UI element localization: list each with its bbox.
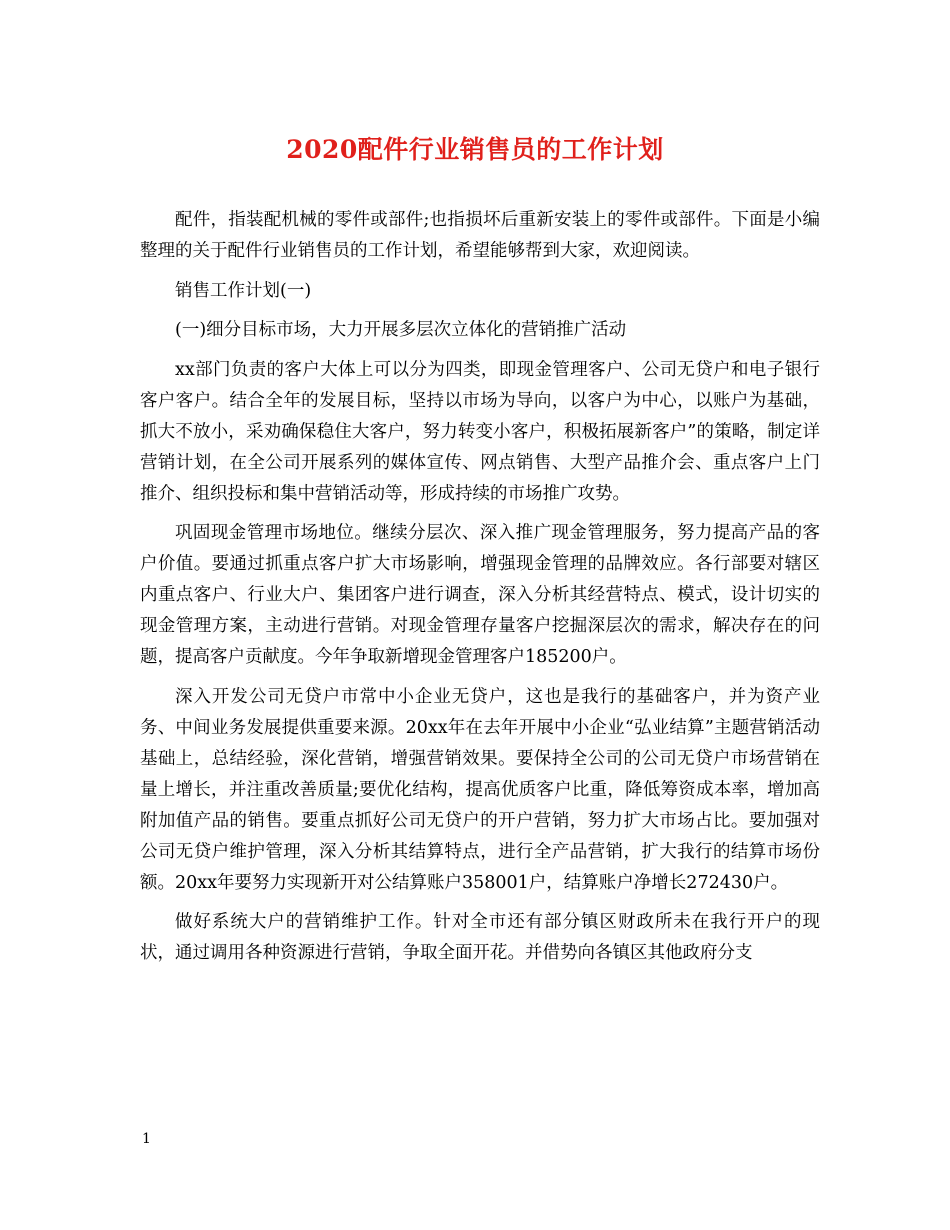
paragraph-subheading: (一)细分目标市场，大力开展多层次立体化的营销推广活动 — [175, 320, 627, 340]
paragraph-cash-management: 巩固现金管理市场地位。继续分层次、深入推广现金管理服务，努力提高产品的客户价值。要通过抓重点客户扩大市场影响，增强现金管理的品牌效应。各行部要对辖区内重点客户、行业大户、集团客户进行调查，深入分析其经营特点、模式，设计切实的现金管理方案，主动进行营销。对现金管理存量客户挖掘深层次的需求，解决存在的问题，提高客户贡献度。今年争取新增现金管理客户185200户。 — [140, 523, 820, 667]
paragraph-customer-types: xx部门负责的客户大体上可以分为四类，即现金管理客户、公司无贷户和电子银行客户客户。结合全年的发展目标，坚持以市场为导向，以客户为中心，以账户为基础，抓大不放小，采劝确保稳住大客户，努力转变小客户，积极拓展新客户”的策略，制定详营销计划，在全公司开展系列的媒体宣传、网点销售、大型产品推介会、重点客户上门推介、组织投标和集中营销活动等，形成持续的市场推广攻势。 — [140, 359, 820, 504]
page-number: 1 — [142, 1131, 151, 1147]
document-body — [140, 205, 820, 978]
document-title: 2020配件行业销售员的工作计划 — [286, 135, 664, 164]
paragraph-system-customers: 做好系统大户的营销维护工作。针对全市还有部分镇区财政所未在我行开户的现状，通过调用各种资源进行营销，争取全面开花。并借势向各镇区其他政府分支 — [140, 912, 820, 963]
paragraph-intro: 配件，指装配机械的零件或部件;也指损坏后重新安装上的零件或部件。下面是小编整理的关于配件行业销售员的工作计划，希望能够帮到大家，欢迎阅读。 — [140, 210, 820, 261]
paragraph-section-heading: 销售工作计划(一) — [175, 280, 312, 301]
paragraph-no-loan-customers: 深入开发公司无贷户市常中小企业无贷户，这也是我行的基础客户，并为资产业务、中间业务发展提供重要来源。20xx年在去年开展中小企业“弘业结算”主题营销活动基础上，总结经验，深化营销，增强营销效果。要保持全公司的公司无贷户市场营销在量上增长，并注重改善质量;要优化结构，提高优质客户比重，降低筹资成本率，增加高附加值产品的销售。要重点抓好公司无贷户的开户营销，努力扩大市场占比。要加强对公司无贷户维护管理，深入分析其结算特点，进行全产品营销，扩大我行的结算市场份额。20xx年要努力实现新开对公结算账户358001户，结算账户净增长272430户。 — [140, 686, 820, 893]
